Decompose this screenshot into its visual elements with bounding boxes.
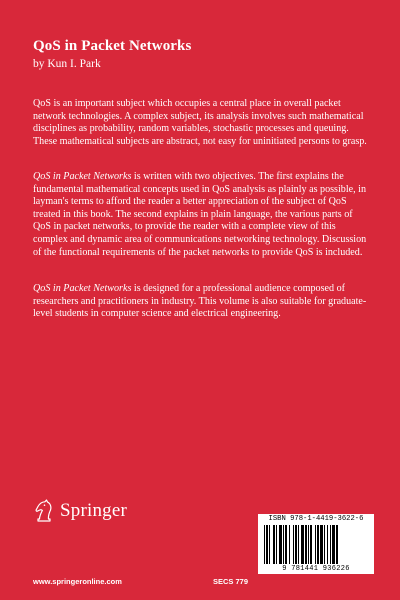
- barcode-bars: [264, 525, 368, 564]
- barcode-digits: 9 781441 936226: [282, 565, 350, 573]
- barcode-bar: [273, 525, 275, 564]
- blurb-paragraph-2: [33, 171, 371, 259]
- barcode-bar: [310, 525, 312, 564]
- barcode-bar: [301, 525, 304, 564]
- barcode-bar: [305, 525, 307, 564]
- barcode-bar: [332, 525, 335, 564]
- barcode-bar: [308, 525, 309, 564]
- barcode-bar: [298, 525, 299, 564]
- series-code: SECS 779: [213, 577, 249, 586]
- springer-chess-knight-icon: [33, 499, 55, 523]
- isbn-label: ISBN 978-1-4419-3622-6: [268, 515, 364, 523]
- barcode-bar: [336, 525, 338, 564]
- blurb-paragraph-2-body: is written with two objectives. The first explains the fundamental mathematical concepts used in QoS analysis as plainly as possible, in layman's terms to afford the reader a better appreciation of the subject of QoS treated in this book. The second explains in plain language, the various parts of QoS in packet networks, to provide the reader with a complete view of this complex and dynamic area of communications networking technology. Discussion of the functional requirements of the packet networks to provide QoS is included.: [33, 171, 367, 258]
- barcode-bar: [276, 525, 277, 564]
- barcode-bar: [266, 525, 268, 564]
- barcode-bar: [264, 525, 265, 564]
- barcode-bar: [330, 525, 331, 564]
- barcode-bar: [285, 525, 287, 564]
- barcode-bar: [320, 525, 323, 564]
- blurb-paragraph-2-title: QoS in Packet Networks: [33, 171, 132, 182]
- barcode-bar: [317, 525, 319, 564]
- book-title: QoS in Packet Networks: [33, 38, 192, 54]
- isbn-barcode: [258, 514, 374, 574]
- blurb-paragraph-3: [33, 283, 371, 321]
- author-byline: by Kun I. Park: [33, 58, 101, 70]
- barcode-bar: [293, 525, 294, 564]
- barcode-bar: [269, 525, 270, 564]
- barcode-bar: [279, 525, 282, 564]
- barcode-bar: [289, 525, 290, 564]
- publisher-logo: [33, 499, 127, 523]
- blurb-paragraph-1: QoS is an important subject which occupies a central place in overall packet network technologies. A complex subject, its analysis involves such mathematical disciplines as probability, random variables, stochastic processes and queuing. These mathematical subjects are abstract, not easy for uninitiated persons to grasp.: [33, 98, 367, 147]
- barcode-bar: [283, 525, 284, 564]
- barcode-bar: [295, 525, 297, 564]
- blurb-paragraph-3-body: is designed for a professional audience composed of researchers and practitioners in industry. This volume is also suitable for graduate-level students in computer science and electrical engineering.: [33, 283, 367, 320]
- barcode-bar: [327, 525, 328, 564]
- publisher-name: Springer: [60, 500, 128, 521]
- barcode-bar: [315, 525, 316, 564]
- barcode-bar: [324, 525, 325, 564]
- blurb-paragraph-3-title: QoS in Packet Networks: [33, 283, 132, 294]
- publisher-website: www.springeronline.com: [33, 577, 122, 586]
